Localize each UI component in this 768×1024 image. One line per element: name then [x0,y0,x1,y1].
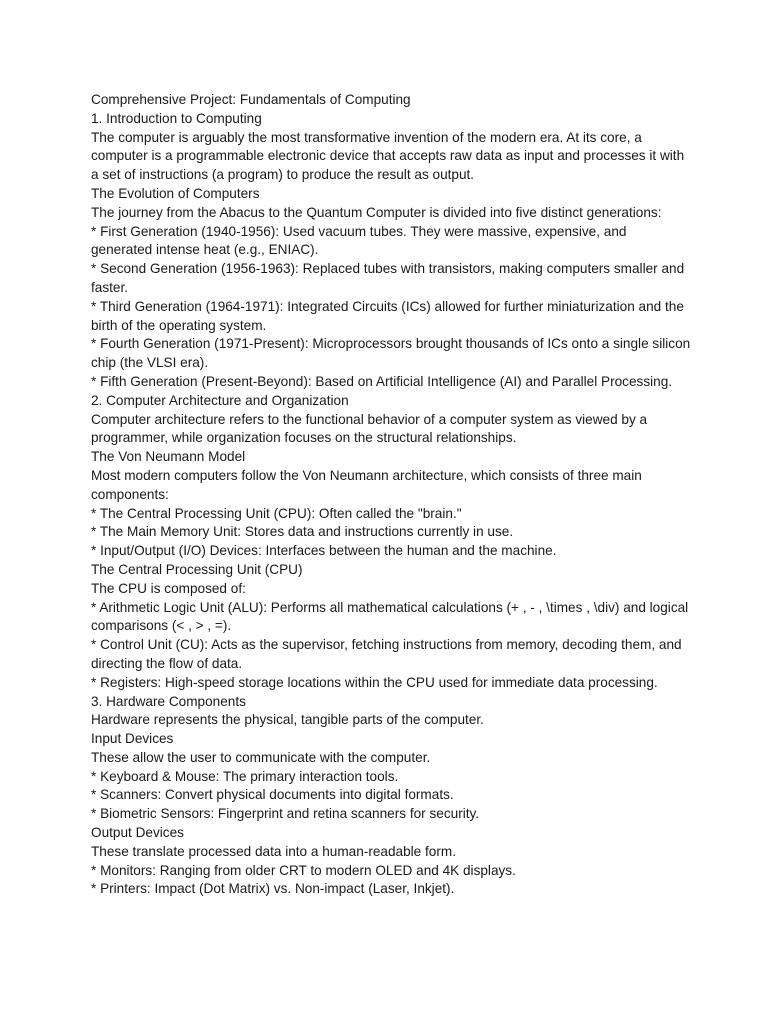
subheading-output-devices: Output Devices [91,825,184,841]
paragraph-architecture-definition: Computer architecture refers to the functional behavior of a computer system as viewed by a programmer, while organization focuses on the structural relationships. [91,411,648,446]
subheading-cpu: The Central Processing Unit (CPU) [91,561,303,577]
document-title: Comprehensive Project: Fundamentals of Computing [91,92,411,107]
list-item-registers: * Registers: High-speed storage locations within the CPU used for immediate data processing. [91,674,658,690]
list-item-first-generation: * First Generation (1940-1956): Used vacuum tubes. They were massive, expensive, and generated intense heat (e.g., ENIAC). [91,223,627,258]
document-body [91,91,691,899]
list-item-main-memory: * The Main Memory Unit: Stores data and instructions currently in use. [91,524,514,540]
list-item-fifth-generation: * Fifth Generation (Present-Beyond): Based on Artificial Intelligence (AI) and Parallel Processing. [91,373,673,389]
paragraph-generations-intro: The journey from the Abacus to the Quantum Computer is divided into five distinct generations: [91,204,662,220]
list-item-second-generation: * Second Generation (1956-1963): Replaced tubes with transistors, making computers smaller and faster. [91,261,685,295]
section-heading-architecture: 2. Computer Architecture and Organization [91,392,349,408]
section-heading-hardware: 3. Hardware Components [91,693,246,709]
paragraph-von-neumann-intro: Most modern computers follow the Von Neumann architecture, which consists of three main components: [91,467,642,502]
paragraph-input-devices: These allow the user to communicate with the computer. [91,749,431,765]
section-heading-introduction: 1. Introduction to Computing [91,110,262,126]
list-item-fourth-generation: * Fourth Generation (1971-Present): Microprocessors brought thousands of ICs onto a single silicon chip (the VLSI era). [91,336,691,371]
paragraph-hardware-definition: Hardware represents the physical, tangible parts of the computer. [91,712,484,728]
list-item-control-unit: * Control Unit (CU): Acts as the supervisor, fetching instructions from memory, decoding them, and directing the flow of data. [91,637,682,671]
list-item-third-generation: * Third Generation (1964-1971): Integrated Circuits (ICs) allowed for further miniaturization and the birth of the operating system. [91,298,684,333]
list-item-keyboard-mouse: * Keyboard & Mouse: The primary interaction tools. [91,768,399,784]
subheading-evolution: The Evolution of Computers [91,185,260,201]
list-item-cpu: * The Central Processing Unit (CPU): Often called the "brain." [91,505,462,521]
list-item-scanners: * Scanners: Convert physical documents into digital formats. [91,787,454,803]
list-item-monitors: * Monitors: Ranging from older CRT to modern OLED and 4K displays. [91,862,516,878]
paragraph-output-devices: These translate processed data into a human-readable form. [91,843,456,859]
list-item-printers: * Printers: Impact (Dot Matrix) vs. Non-impact (Laser, Inkjet). [91,881,455,897]
paragraph-computer-definition: The computer is arguably the most transformative invention of the modern era. At its core, a computer is a programmable electronic device that accepts raw data as input and processes it with a set of instructions (a program) to produce the result as output. [91,129,685,183]
subheading-input-devices: Input Devices [91,731,174,747]
list-item-io-devices: * Input/Output (I/O) Devices: Interfaces between the human and the machine. [91,543,557,559]
list-item-alu: * Arithmetic Logic Unit (ALU): Performs all mathematical calculations (+ , - , \times , \div) and logical comparisons (< , > , =). [91,599,689,634]
paragraph-cpu-composition: The CPU is composed of: [91,580,246,596]
subheading-von-neumann: The Von Neumann Model [91,449,246,465]
list-item-biometric-sensors: * Biometric Sensors: Fingerprint and retina scanners for security. [91,806,480,822]
